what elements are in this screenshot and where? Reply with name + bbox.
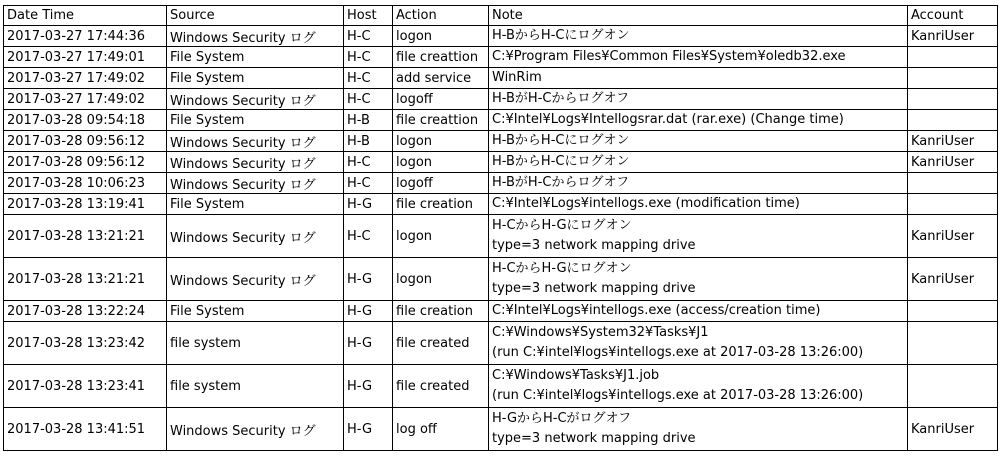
event-timeline-table <box>3 5 998 451</box>
cell-note <box>489 408 908 451</box>
table-row <box>4 173 998 194</box>
note-line-2: type=3 network mapping drive <box>492 281 696 296</box>
cell-datetime: 2017-03-27 17:49:02 <box>4 89 167 110</box>
cell-action: file created <box>393 322 489 365</box>
cell-source: Windows Security ログ <box>167 152 344 173</box>
cell-account <box>908 322 998 365</box>
event-timeline-table-container <box>3 5 997 451</box>
header-host: Host <box>344 6 393 26</box>
cell-action: file creation <box>393 194 489 215</box>
note-line-1: H-BからH-Cにログオン <box>492 154 630 169</box>
note-line-1: C:¥Intel¥Logs¥intellogs.exe (modification time) <box>492 196 800 211</box>
table-row <box>4 110 998 131</box>
table-row <box>4 408 998 451</box>
cell-host: H-C <box>344 47 393 68</box>
cell-action: logon <box>393 215 489 258</box>
cell-account: KanriUser <box>908 408 998 451</box>
header-row <box>4 6 998 26</box>
cell-source: File System <box>167 194 344 215</box>
header-source: Source <box>167 6 344 26</box>
cell-action: add service <box>393 68 489 89</box>
note-line-1: WinRim <box>492 70 542 85</box>
note-line-1: C:¥Windows¥System32¥Tasks¥J1 <box>492 325 709 340</box>
cell-note <box>489 131 908 152</box>
cell-datetime: 2017-03-28 13:21:21 <box>4 258 167 301</box>
cell-source: file system <box>167 365 344 408</box>
cell-source: Windows Security ログ <box>167 258 344 301</box>
cell-datetime: 2017-03-28 13:19:41 <box>4 194 167 215</box>
cell-account: KanriUser <box>908 152 998 173</box>
note-line-1: H-CからH-Gにログオン <box>492 261 632 276</box>
cell-note <box>489 89 908 110</box>
header-datetime: Date Time <box>4 6 167 26</box>
note-line-1: H-BがH-Cからログオフ <box>492 91 630 106</box>
cell-note <box>489 258 908 301</box>
cell-source: File System <box>167 110 344 131</box>
cell-action: logon <box>393 26 489 47</box>
table-row <box>4 131 998 152</box>
cell-datetime: 2017-03-28 09:56:12 <box>4 152 167 173</box>
cell-source: Windows Security ログ <box>167 89 344 110</box>
note-line-2: (run C:¥intel¥logs¥intellogs.exe at 2017-03-28 13:26:00) <box>492 345 864 360</box>
cell-note <box>489 365 908 408</box>
cell-action: log off <box>393 408 489 451</box>
cell-datetime: 2017-03-28 09:54:18 <box>4 110 167 131</box>
cell-datetime: 2017-03-28 13:21:21 <box>4 215 167 258</box>
cell-host: H-G <box>344 258 393 301</box>
table-row <box>4 68 998 89</box>
cell-note <box>489 68 908 89</box>
cell-account: KanriUser <box>908 258 998 301</box>
table-row <box>4 47 998 68</box>
note-line-1: H-BがH-Cからログオフ <box>492 175 630 190</box>
note-line-1: H-CからH-Gにログオン <box>492 218 632 233</box>
cell-host: H-G <box>344 408 393 451</box>
cell-action: logoff <box>393 89 489 110</box>
cell-host: H-B <box>344 131 393 152</box>
cell-datetime: 2017-03-27 17:49:01 <box>4 47 167 68</box>
cell-host: H-C <box>344 89 393 110</box>
cell-note <box>489 301 908 322</box>
table-row <box>4 301 998 322</box>
header-action: Action <box>393 6 489 26</box>
cell-source: File System <box>167 68 344 89</box>
cell-datetime: 2017-03-28 10:06:23 <box>4 173 167 194</box>
cell-datetime: 2017-03-27 17:44:36 <box>4 26 167 47</box>
table-row <box>4 89 998 110</box>
cell-source: Windows Security ログ <box>167 131 344 152</box>
cell-datetime: 2017-03-28 13:22:24 <box>4 301 167 322</box>
note-line-1: H-GからH-Cがログオフ <box>492 411 632 426</box>
note-line-1: H-BからH-Cにログオン <box>492 28 630 43</box>
cell-action: file creattion <box>393 47 489 68</box>
cell-account: KanriUser <box>908 26 998 47</box>
table-row <box>4 194 998 215</box>
cell-note <box>489 26 908 47</box>
cell-source: Windows Security ログ <box>167 408 344 451</box>
cell-note <box>489 173 908 194</box>
cell-datetime: 2017-03-28 13:23:41 <box>4 365 167 408</box>
table-body <box>4 26 998 451</box>
cell-action: logon <box>393 131 489 152</box>
note-line-1: C:¥Intel¥Logs¥intellogs.exe (access/creation time) <box>492 303 821 318</box>
cell-host: H-G <box>344 365 393 408</box>
table-row <box>4 258 998 301</box>
cell-source: Windows Security ログ <box>167 215 344 258</box>
cell-source: File System <box>167 301 344 322</box>
cell-host: H-C <box>344 26 393 47</box>
cell-account <box>908 47 998 68</box>
cell-host: H-G <box>344 194 393 215</box>
cell-datetime: 2017-03-28 13:41:51 <box>4 408 167 451</box>
cell-action: file creation <box>393 301 489 322</box>
cell-note <box>489 194 908 215</box>
cell-account: KanriUser <box>908 215 998 258</box>
cell-note <box>489 322 908 365</box>
cell-account <box>908 194 998 215</box>
note-line-1: C:¥Windows¥Tasks¥J1.job <box>492 368 660 383</box>
cell-account: KanriUser <box>908 131 998 152</box>
table-row <box>4 322 998 365</box>
note-line-2: type=3 network mapping drive <box>492 238 696 253</box>
cell-host: H-B <box>344 110 393 131</box>
cell-action: file creattion <box>393 110 489 131</box>
cell-account <box>908 301 998 322</box>
cell-account <box>908 110 998 131</box>
cell-host: H-C <box>344 173 393 194</box>
header-note: Note <box>489 6 908 26</box>
cell-note <box>489 152 908 173</box>
note-line-2: type=3 network mapping drive <box>492 431 696 446</box>
header-account: Account <box>908 6 998 26</box>
cell-note <box>489 47 908 68</box>
note-line-1: C:¥Intel¥Logs¥Intellogsrar.dat (rar.exe) (Change time) <box>492 112 844 127</box>
cell-source: File System <box>167 47 344 68</box>
note-line-1: C:¥Program Files¥Common Files¥System¥oledb32.exe <box>492 49 846 64</box>
cell-note <box>489 215 908 258</box>
note-line-1: H-BからH-Cにログオン <box>492 133 630 148</box>
cell-account <box>908 89 998 110</box>
table-row <box>4 215 998 258</box>
cell-action: logon <box>393 258 489 301</box>
cell-note <box>489 110 908 131</box>
cell-source: file system <box>167 322 344 365</box>
cell-host: H-G <box>344 322 393 365</box>
cell-account <box>908 173 998 194</box>
cell-datetime: 2017-03-28 13:23:42 <box>4 322 167 365</box>
cell-datetime: 2017-03-28 09:56:12 <box>4 131 167 152</box>
cell-datetime: 2017-03-27 17:49:02 <box>4 68 167 89</box>
cell-host: H-C <box>344 152 393 173</box>
cell-account <box>908 68 998 89</box>
table-row <box>4 26 998 47</box>
note-line-2: (run C:¥intel¥logs¥intellogs.exe at 2017-03-28 13:26:00) <box>492 388 864 403</box>
cell-host: H-C <box>344 215 393 258</box>
cell-action: logon <box>393 152 489 173</box>
cell-source: Windows Security ログ <box>167 26 344 47</box>
cell-host: H-C <box>344 68 393 89</box>
cell-source: Windows Security ログ <box>167 173 344 194</box>
table-row <box>4 365 998 408</box>
cell-action: logoff <box>393 173 489 194</box>
cell-account <box>908 365 998 408</box>
cell-action: file created <box>393 365 489 408</box>
cell-host: H-G <box>344 301 393 322</box>
table-row <box>4 152 998 173</box>
